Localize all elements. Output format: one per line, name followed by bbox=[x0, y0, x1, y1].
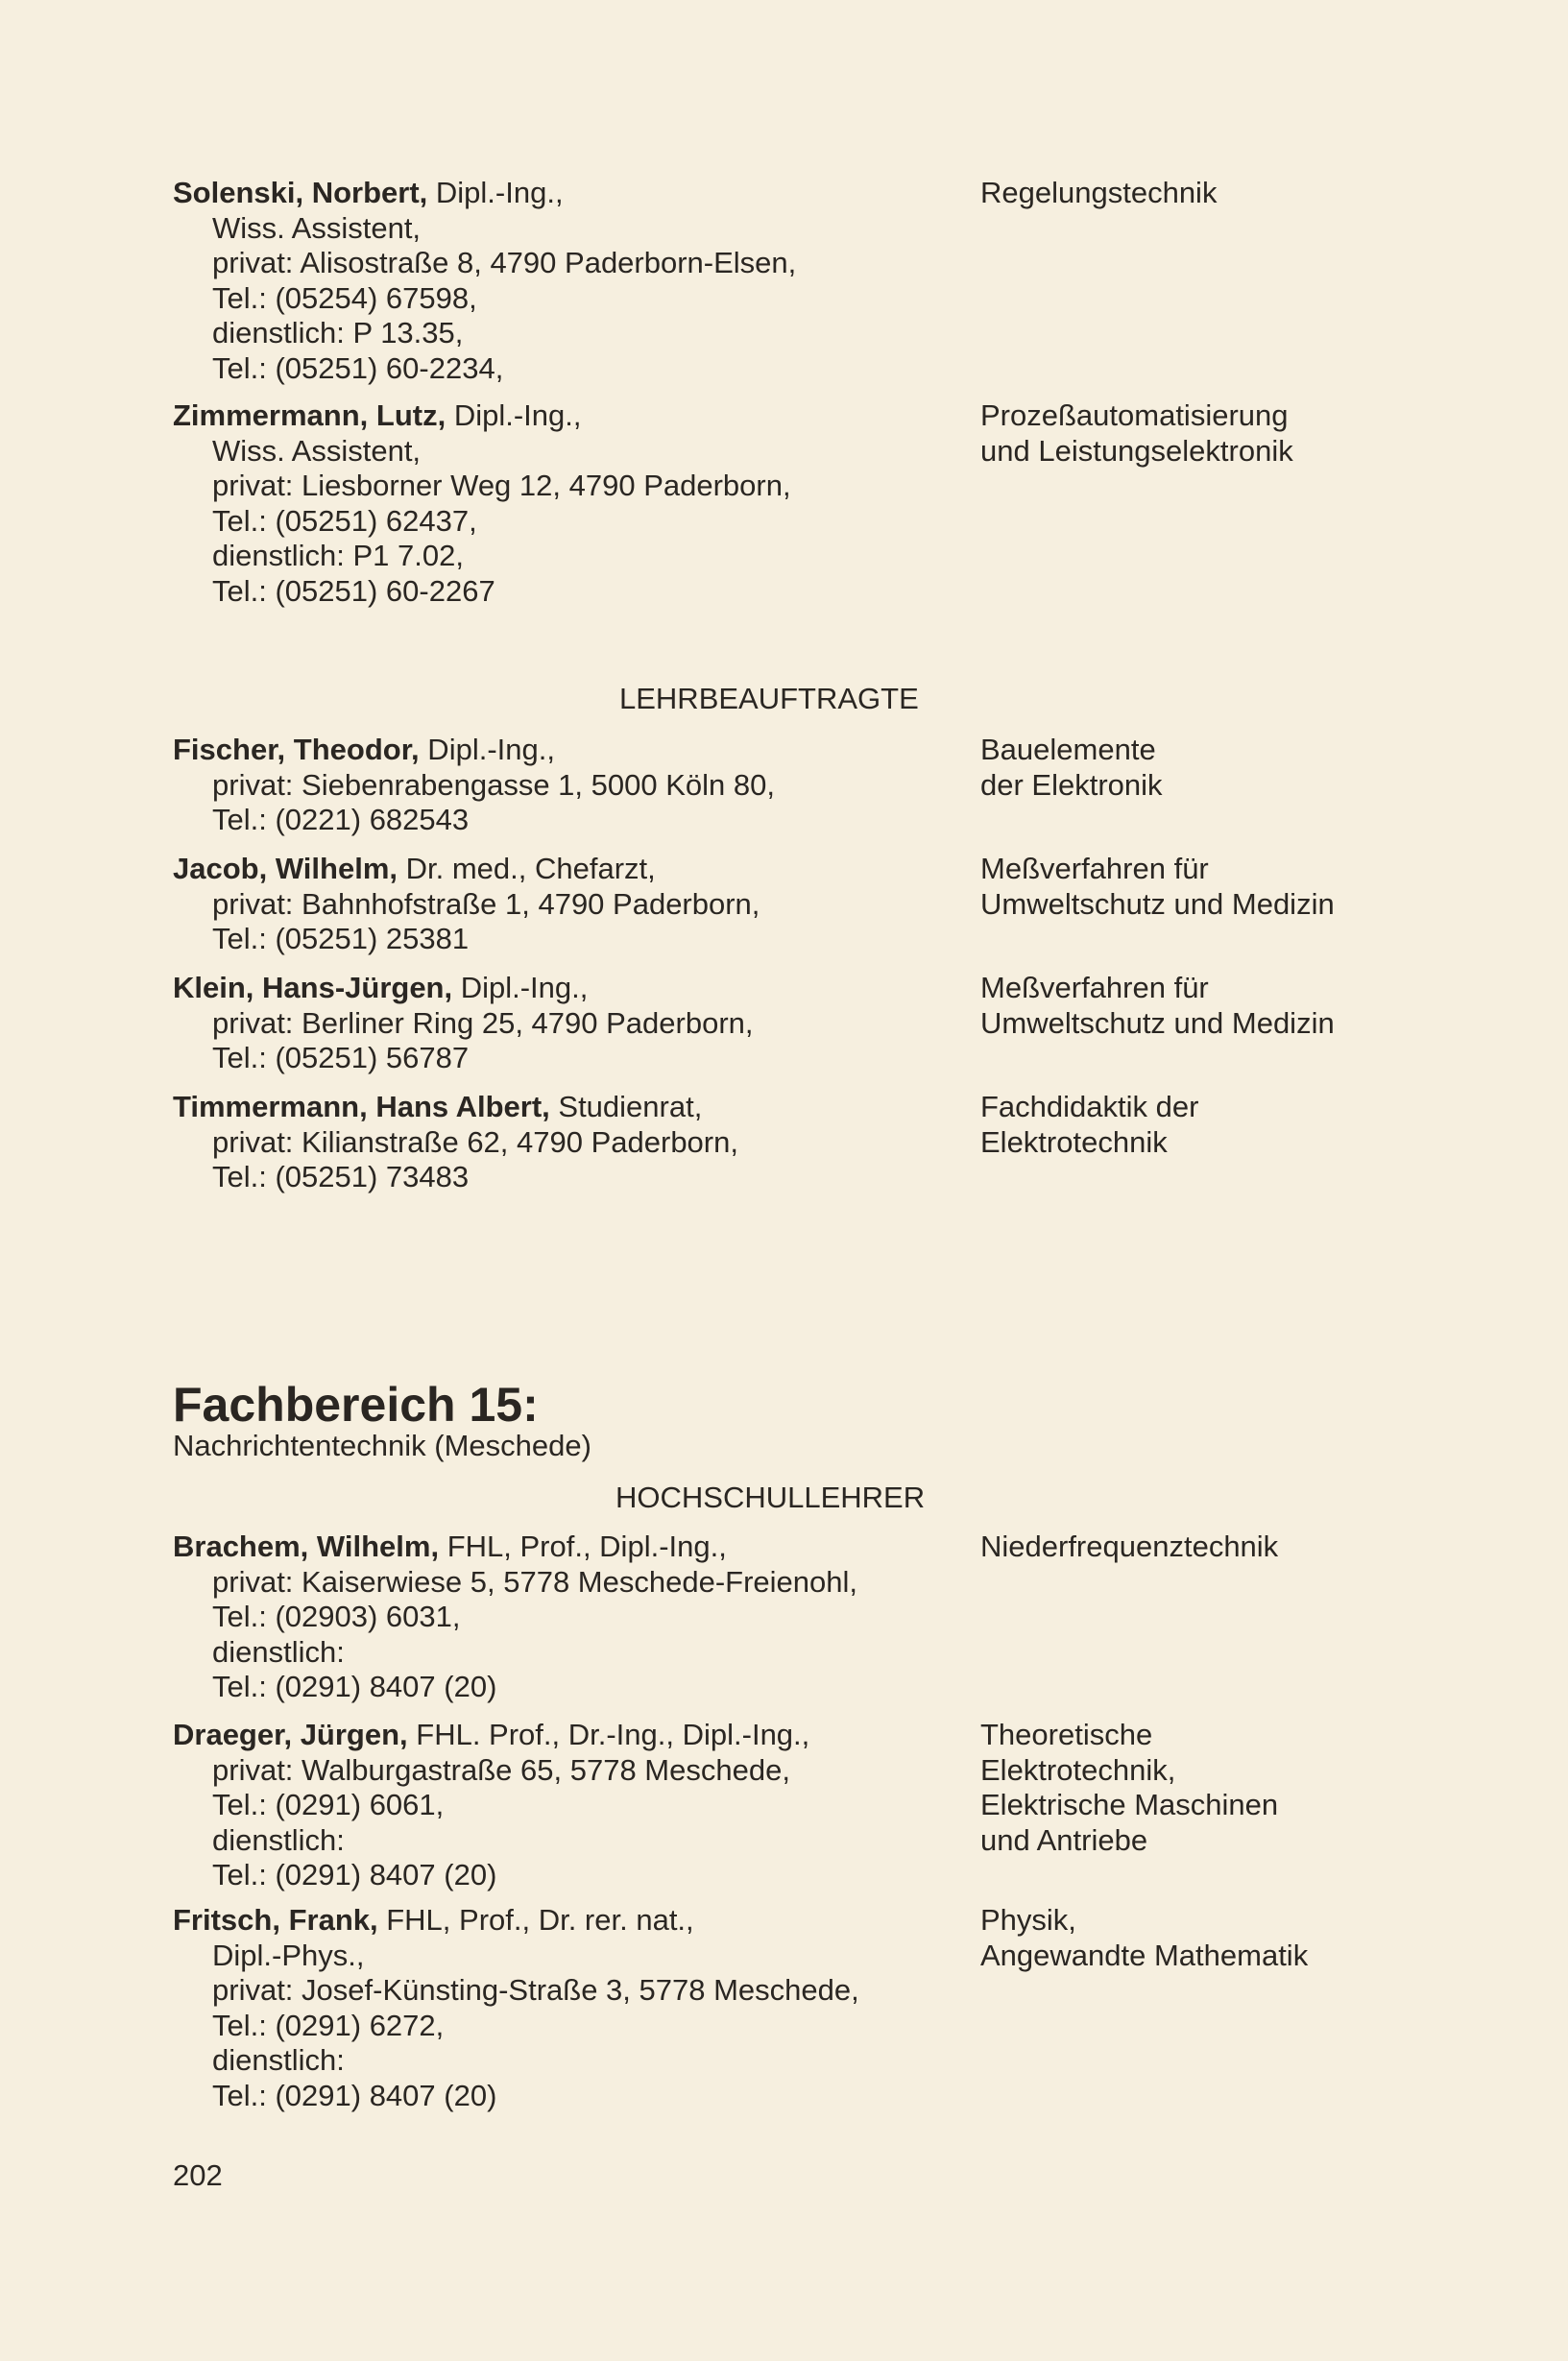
detail-line: Tel.: (02903) 6031, bbox=[212, 1600, 461, 1633]
detail-line: dienstlich: bbox=[212, 2043, 345, 2077]
subject-line: der Elektronik bbox=[980, 767, 1163, 802]
detail-line: privat: Liesborner Weg 12, 4790 Paderborn, bbox=[212, 469, 791, 502]
person-name: Zimmermann, Lutz, bbox=[173, 398, 446, 432]
person-name: Solenski, Norbert, bbox=[173, 176, 428, 209]
section-title: Fachbereich 15: bbox=[173, 1378, 539, 1432]
person-name-line bbox=[173, 1090, 979, 1125]
person-name: Fischer, Theodor, bbox=[173, 733, 420, 766]
subject-line: Bauelemente bbox=[980, 733, 1156, 766]
person-title: Dipl.-Ing., bbox=[419, 733, 555, 766]
subject-line: Prozeßautomatisierung bbox=[980, 398, 1289, 432]
person-name: Klein, Hans-Jürgen, bbox=[173, 971, 453, 1004]
detail-line: Tel.: (05251) 56787 bbox=[212, 1041, 470, 1074]
subject-line: Theoretische bbox=[980, 1718, 1153, 1751]
detail-line: Tel.: (0291) 6061, bbox=[212, 1788, 445, 1821]
subject-line: Regelungstechnik bbox=[980, 176, 1218, 209]
detail-line: Tel.: (0291) 8407 (20) bbox=[212, 1670, 497, 1703]
detail-line: privat: Siebenrabengasse 1, 5000 Köln 80, bbox=[212, 767, 775, 802]
detail-line: privat: Bahnhofstraße 1, 4790 Paderborn, bbox=[212, 886, 760, 921]
person-name-line bbox=[173, 176, 979, 211]
subject-line: Meßverfahren für bbox=[980, 971, 1209, 1004]
subject-line: Angewandte Mathematik bbox=[980, 1938, 1309, 1972]
detail-line: Tel.: (05251) 62437, bbox=[212, 503, 477, 538]
person-name-line bbox=[173, 852, 979, 887]
person-name: Jacob, Wilhelm, bbox=[173, 852, 398, 885]
person-name: Fritsch, Frank, bbox=[173, 1903, 378, 1937]
detail-line: Tel.: (05254) 67598, bbox=[212, 280, 477, 315]
detail-line: Wiss. Assistent, bbox=[212, 433, 422, 468]
detail-line: privat: Alisostraße 8, 4790 Paderborn-Elsen, bbox=[212, 246, 797, 279]
person-title: Dipl.-Ing., bbox=[452, 971, 589, 1004]
page-number: 202 bbox=[173, 2158, 223, 2192]
person-title: FHL, Prof., Dr. rer. nat., bbox=[377, 1903, 694, 1937]
subject-line: Niederfrequenztechnik bbox=[980, 1530, 1279, 1563]
detail-line: privat: Josef-Künsting-Straße 3, 5778 Meschede, bbox=[212, 1973, 859, 2007]
detail-line: privat: Walburgastraße 65, 5778 Meschede, bbox=[212, 1752, 790, 1787]
person-name-line bbox=[173, 1530, 979, 1565]
section-heading-hochschullehrer: HOCHSCHULLEHRER bbox=[615, 1481, 926, 1514]
person-title: Dr. med., Chefarzt, bbox=[398, 852, 656, 885]
person-name: Brachem, Wilhelm, bbox=[173, 1530, 440, 1563]
person-name-line bbox=[173, 1718, 979, 1753]
section-subtitle: Nachrichtentechnik (Meschede) bbox=[173, 1429, 591, 1462]
subject-line: und Leistungselektronik bbox=[980, 433, 1293, 468]
section-heading-lehrbeauftragte: LEHRBEAUFTRAGTE bbox=[619, 682, 919, 715]
person-name-line bbox=[173, 733, 979, 768]
detail-line: privat: Kilianstraße 62, 4790 Paderborn, bbox=[212, 1124, 738, 1159]
detail-line: Tel.: (05251) 73483 bbox=[212, 1160, 470, 1193]
detail-line: Dipl.-Phys., bbox=[212, 1938, 365, 1972]
detail-line: Wiss. Assistent, bbox=[212, 210, 422, 245]
subject-line: Umweltschutz und Medizin bbox=[980, 886, 1335, 921]
detail-line: dienstlich: P 13.35, bbox=[212, 316, 464, 349]
person-name: Draeger, Jürgen, bbox=[173, 1718, 408, 1751]
person-name-line bbox=[173, 1903, 979, 1939]
subject-line: Umweltschutz und Medizin bbox=[980, 1005, 1335, 1040]
detail-line: dienstlich: P1 7.02, bbox=[212, 539, 464, 572]
detail-line: Tel.: (0291) 8407 (20) bbox=[212, 2078, 497, 2112]
subject-line: Elektrotechnik, bbox=[980, 1752, 1176, 1787]
detail-line: Tel.: (05251) 60-2234, bbox=[212, 350, 504, 385]
detail-line: Tel.: (05251) 60-2267 bbox=[212, 573, 495, 608]
detail-line: Tel.: (0221) 682543 bbox=[212, 803, 470, 836]
person-title: FHL. Prof., Dr.-Ing., Dipl.-Ing., bbox=[407, 1718, 810, 1751]
subject-line: und Antriebe bbox=[980, 1822, 1148, 1857]
person-title: Studienrat, bbox=[549, 1090, 703, 1123]
detail-line: Tel.: (0291) 8407 (20) bbox=[212, 1858, 497, 1891]
subject-line: Fachdidaktik der bbox=[980, 1090, 1199, 1123]
subject-line: Elektrotechnik bbox=[980, 1124, 1168, 1159]
person-name-line bbox=[173, 398, 979, 434]
subject-line: Meßverfahren für bbox=[980, 852, 1209, 885]
person-title: Dipl.-Ing., bbox=[427, 176, 564, 209]
detail-line: Tel.: (05251) 25381 bbox=[212, 922, 470, 955]
detail-line: privat: Kaiserwiese 5, 5778 Meschede-Freienohl, bbox=[212, 1564, 858, 1599]
subject-line: Physik, bbox=[980, 1903, 1076, 1937]
subject-line: Elektrische Maschinen bbox=[980, 1788, 1279, 1821]
person-name: Timmermann, Hans Albert, bbox=[173, 1090, 550, 1123]
detail-line: dienstlich: bbox=[212, 1822, 345, 1857]
person-name-line bbox=[173, 971, 979, 1006]
person-title: FHL, Prof., Dipl.-Ing., bbox=[439, 1530, 727, 1563]
detail-line: dienstlich: bbox=[212, 1634, 345, 1669]
person-title: Dipl.-Ing., bbox=[446, 398, 582, 432]
detail-line: Tel.: (0291) 6272, bbox=[212, 2008, 445, 2042]
detail-line: privat: Berliner Ring 25, 4790 Paderborn, bbox=[212, 1005, 754, 1040]
